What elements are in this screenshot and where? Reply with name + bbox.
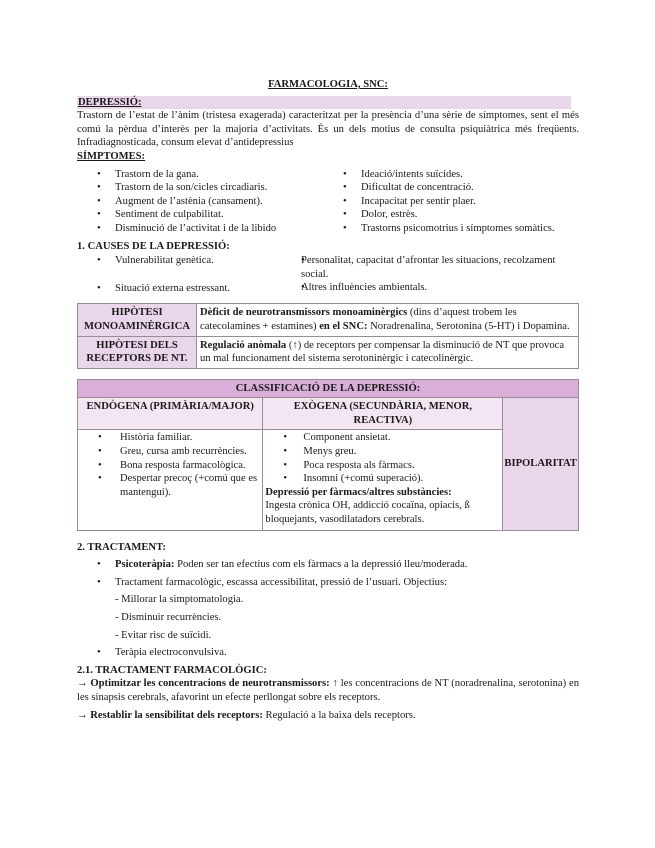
p2-bold: → Restablir la sensibilitat dels receptors:	[77, 709, 263, 721]
hypothesis-text	[197, 304, 579, 336]
endogena-list	[80, 431, 260, 499]
table-row	[78, 379, 579, 398]
classification-table	[77, 379, 579, 531]
list-item: • Menys greu.	[265, 445, 500, 459]
hypotheses-table	[77, 303, 579, 368]
list-item: • Disminució de l’activitat i de la libido	[77, 222, 323, 236]
list-item: • Situació externa estressant.	[77, 282, 281, 296]
exogena-cell	[263, 430, 503, 530]
hypothesis-rest: (↑) de receptors per compensar la disminució de NT que provoca un mal funcionament del sistema serotoninèrgic i catecolinèrgic.	[200, 339, 565, 365]
farmacologic-body	[77, 677, 579, 722]
hypothesis-bold2: en el SNC:	[319, 320, 368, 332]
symptoms-left	[77, 168, 323, 236]
causes-heading: 1. CAUSES DE LA DEPRESSIÓ:	[77, 240, 230, 252]
list-item: • Bona resposta farmacològica.	[80, 459, 260, 473]
tractament-list-2	[77, 646, 579, 660]
exogena-drugs-text: Ingesta crònica OH, addicció cocaïna, opiacis, ß bloquejants, vasodilatadors cerebrals.	[265, 500, 470, 526]
objective-item: - Evitar risc de suïcidi.	[115, 629, 212, 641]
p2-text: Regulació a la baixa dels receptors.	[262, 709, 416, 721]
hypothesis-text	[197, 336, 579, 368]
list-item: • Ideació/intents suïcides.	[323, 168, 579, 182]
objective-item: - Disminuir recurrències.	[115, 612, 222, 623]
list-item: • Trastorn de la gana.	[77, 168, 323, 182]
page-title: FARMACOLOGIA, SNC:	[268, 79, 388, 90]
exogena-heading: EXÒGENA (SECUNDÀRIA, MENOR, REACTIVA)	[263, 398, 503, 430]
list-item: • Dificultat de concentració.	[323, 181, 579, 195]
list-item: • Personalitat, capacitat d’afrontar les situacions, recolzament social.	[281, 254, 579, 281]
list-item: • Component ansietat.	[265, 431, 500, 445]
symptoms-right	[323, 168, 579, 236]
bipolar-cell: BIPOLARITAT	[503, 398, 579, 530]
exogena-drugs-heading: Depressió per fàrmacs/altres substàncies:	[265, 486, 452, 498]
tractament-heading: 2. TRACTAMENT:	[77, 541, 166, 553]
list-item: • Trastorns psicomotrius i símptomes somàtics.	[323, 222, 579, 236]
table-row	[78, 304, 579, 336]
list-item: • Trastorn de la son/cicles circadiaris.	[77, 181, 323, 195]
symptoms-heading: SÍMPTOMES:	[77, 150, 146, 162]
hypothesis-rest2: Noradrenalina, Serotonina (5-HT) i Dopamina.	[367, 320, 570, 332]
list-item: • Greu, cursa amb recurrències.	[80, 445, 260, 459]
list-item: • Despertar precoç (+comú que es mantengui).	[80, 472, 260, 499]
farmacologic-p1	[77, 677, 579, 704]
list-item: • Dolor, estrès.	[323, 208, 579, 222]
causes-right	[281, 254, 579, 295]
hypothesis-bold: Dèficit de neurotransmissors monoaminèrgics	[200, 307, 408, 319]
causes-left	[77, 254, 281, 295]
document-page	[77, 78, 579, 722]
farmacologic-p2	[77, 709, 579, 723]
list-item	[77, 558, 579, 572]
depressio-intro: Trastorn de l’estat de l’ànim (tristesa exagerada) caracteritzat per la presència d’una sèrie de símptomes, sent el més comú la pèrdua d’interès per la majoria d’activitats. És un dels motius de consulta psiquiàtrica més freqüents. Infradiagnosticada, consum elevat d’antidepressius	[77, 110, 579, 149]
exogena-list	[265, 431, 500, 485]
hypothesis-label: HIPÒTESI MONOAMINÈRGICA	[78, 304, 197, 336]
list-item: • Poca resposta als fàrmacs.	[265, 459, 500, 473]
list-item: • Insomni (+comú superació).	[265, 472, 500, 486]
list-item: • Altres influències ambientals.	[281, 281, 579, 295]
psico-text: Poden ser tan efectius com els fàrmacs a la depressió lleu/moderada.	[174, 559, 468, 571]
hypothesis-bold: Regulació anòmala	[200, 339, 287, 351]
farmacologic-heading: 2.1. TRACTAMENT FARMACOLÒGIC:	[77, 664, 267, 676]
classification-heading: CLASSIFICACIÓ DE LA DEPRESSIÓ:	[78, 379, 579, 398]
table-row	[78, 398, 579, 430]
psico-label: Psicoteràpia:	[115, 559, 175, 571]
list-item: • Història familiar.	[80, 431, 260, 445]
causes-list	[77, 254, 579, 295]
list-item: • Augment de l’astènia (cansament).	[77, 195, 323, 209]
list-item: • Teràpia electroconvulsiva.	[77, 646, 579, 660]
p1-bold: → Optimitzar les concentracions de neurotransmissors:	[77, 678, 330, 690]
endogena-cell	[78, 430, 263, 530]
objective-item: - Millorar la simptomatologia.	[115, 594, 244, 606]
section-heading-depressio: DEPRESSIÓ:	[77, 96, 571, 110]
list-item: • Tractament farmacològic, escassa accessibilitat, pressió de l’usuari. Objectius:	[77, 576, 579, 590]
symptoms-list	[77, 168, 579, 236]
list-item: • Sentiment de culpabilitat.	[77, 208, 323, 222]
table-row	[78, 336, 579, 368]
list-item: • Vulnerabilitat genètica.	[77, 254, 281, 268]
tractament-list	[77, 558, 579, 589]
p1-text: ↑ les concentracions de NT (noradrenalina, serotonina) en les sinapsis cerebrals, afavorint un efecte perllongat sobre els receptors.	[77, 678, 579, 703]
hypothesis-rest: (dins d’aquest trobem les catecolamines + estamines)	[200, 307, 517, 332]
endogena-heading: ENDÒGENA (PRIMÀRIA/MAJOR)	[78, 398, 263, 430]
hypothesis-label: HIPÒTESI DELS RECEPTORS DE NT.	[78, 336, 197, 368]
list-item: • Incapacitat per sentir plaer.	[323, 195, 579, 209]
